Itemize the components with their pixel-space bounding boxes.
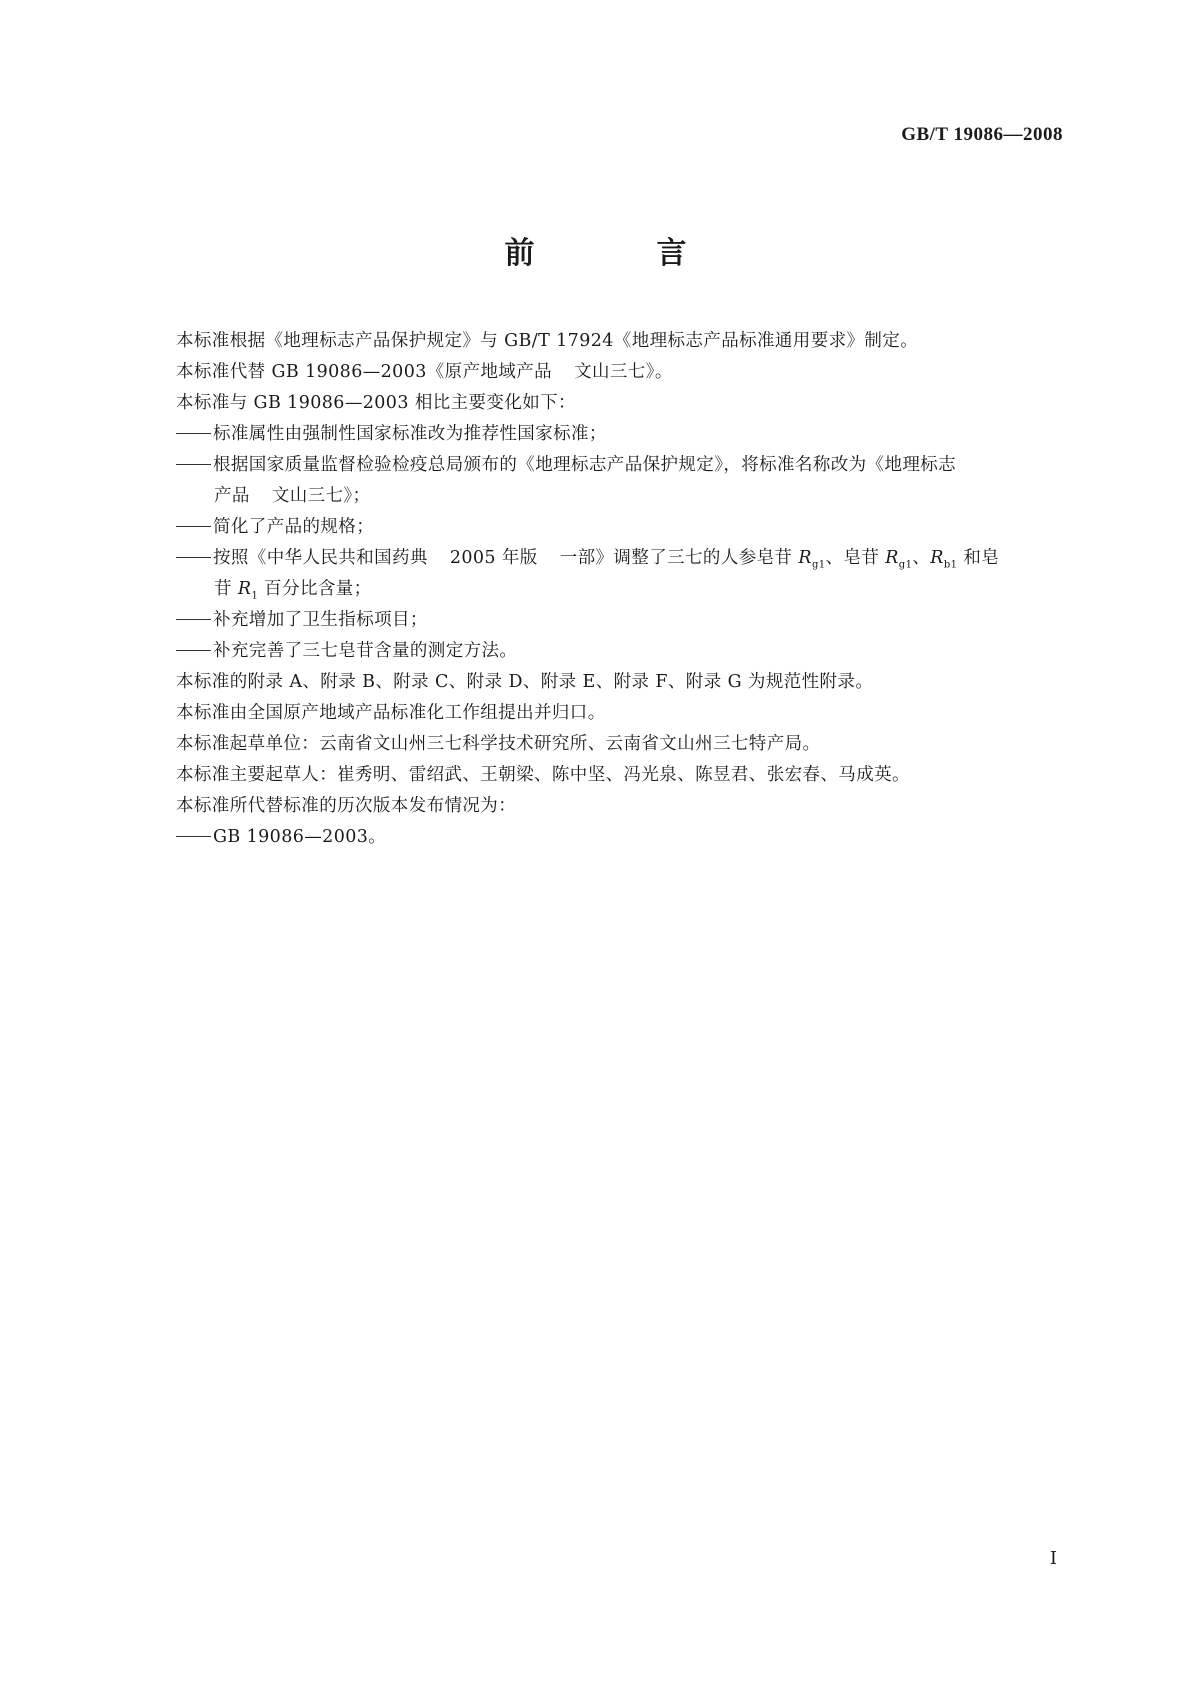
history-item-1: [176, 822, 1066, 853]
change-item-text: 文山三七》；: [271, 486, 371, 506]
history-item-text: GB 19086—2003。: [213, 827, 387, 847]
paragraph-proposer: 本标准由全国原产地域产品标准化工作组提出并归口。: [176, 703, 606, 723]
change-item-text: 苷: [214, 579, 238, 599]
replaces-text: 本标准代替 GB 19086—2003《原产地域产品: [176, 362, 553, 382]
variable-r: R: [885, 548, 899, 568]
dash-mark: [176, 836, 211, 837]
paragraph-drafters: 本标准主要起草人：崔秀明、雷绍武、王朝梁、陈中坚、冯光泉、陈昱君、张宏春、马成英。: [176, 765, 910, 785]
paragraph-drafting-units: 本标准起草单位：云南省文山州三七科学技术研究所、云南省文山州三七特产局。: [176, 734, 821, 754]
variable-r: R: [237, 579, 252, 599]
change-item-text: 2005 年版: [449, 548, 538, 568]
dash-mark: [176, 619, 211, 620]
change-item-text: 标准属性由强制性国家标准改为推荐性国家标准；: [213, 424, 607, 444]
dash-mark: [176, 650, 211, 651]
paragraph-replaces: [176, 357, 1066, 388]
variable-r: R: [930, 548, 944, 568]
foreword-body: [176, 326, 1066, 853]
change-item-text: 根据国家质量监督检验检疫总局颁布的《地理标志产品保护规定》，将标准名称改为《地理标志: [213, 455, 957, 475]
change-item-text: 一部》调整了三七的人参皂苷: [559, 548, 799, 568]
replaces-title-end: 文山三七》。: [574, 362, 673, 382]
change-item-4-continued: [176, 574, 1066, 605]
change-item-4: [176, 543, 1066, 574]
variable-subscript: b1: [943, 559, 958, 571]
change-item-text: 补充增加了卫生指标项目；: [213, 610, 428, 630]
change-item-text: 和皂: [957, 548, 1000, 568]
dash-mark: [176, 526, 211, 527]
variable-r: R: [798, 548, 812, 568]
change-item-5: [176, 605, 1066, 636]
paragraph-changes-intro: 本标准与 GB 19086—2003 相比主要变化如下：: [176, 393, 576, 413]
change-item-6: [176, 636, 1066, 667]
variable-subscript: g1: [898, 559, 913, 571]
change-item-3: [176, 512, 1066, 543]
variable-subscript: 1: [251, 590, 259, 602]
paragraph-appendices: 本标准的附录 A、附录 B、附录 C、附录 D、附录 E、附录 F、附录 G 为规范性附录。: [176, 672, 874, 692]
change-item-text: 简化了产品的规格；: [213, 517, 375, 537]
page-title: 前 言: [504, 236, 733, 271]
change-item-1: [176, 419, 1066, 450]
dash-mark: [176, 464, 211, 465]
variable-subscript: g1: [811, 559, 826, 571]
change-item-2-continued: [176, 481, 1066, 512]
change-item-text: 百分比含量；: [258, 579, 372, 599]
change-item-text: 、皂苷: [825, 548, 886, 568]
change-item-text: 按照《中华人民共和国药典: [213, 548, 428, 568]
change-item-text: 产品: [214, 486, 250, 506]
paragraph-basis: 本标准根据《地理标志产品保护规定》与 GB/T 17924《地理标志产品标准通用要求》制定。: [176, 331, 919, 351]
change-item-text: 、: [912, 548, 931, 568]
standard-code: GB/T 19086—2008: [901, 124, 1063, 145]
change-item-text: 补充完善了三七皂苷含量的测定方法。: [213, 641, 518, 661]
dash-mark: [176, 557, 211, 558]
dash-mark: [176, 433, 211, 434]
change-item-2: [176, 450, 1066, 481]
paragraph-history-intro: 本标准所代替标准的历次版本发布情况为：: [176, 796, 517, 816]
page-number: I: [1049, 1548, 1057, 1569]
